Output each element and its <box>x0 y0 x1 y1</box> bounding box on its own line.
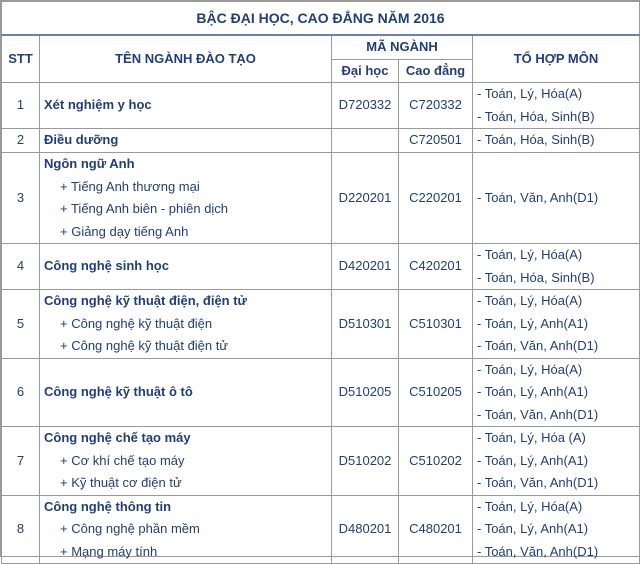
subject-combination: - Toán, Lý, Hóa(A) <box>477 247 583 262</box>
specialization-item: + Công nghệ kỹ thuật điện tử <box>60 338 229 353</box>
header-code: MÃ NGÀNH <box>332 35 473 59</box>
row-stt: 5 <box>2 290 40 359</box>
subject-combination: - Toán, Văn, Anh(D1) <box>477 406 599 422</box>
header-stt: STT <box>2 35 40 83</box>
subject-combination: - Toán, Lý, Hóa(A) <box>477 86 583 101</box>
table-row <box>2 427 640 496</box>
table-row <box>2 129 640 153</box>
subject-combination: - Toán, Lý, Anh(A1) <box>477 315 589 331</box>
subject-combination: - Toán, Hóa, Sinh(B) <box>477 108 595 124</box>
subject-combination: - Toán, Văn, Anh(D1) <box>477 475 599 490</box>
table-row <box>2 290 640 359</box>
row-stt: 3 <box>2 153 40 244</box>
row-major-cell <box>40 495 332 564</box>
specialization-item: + Giảng dạy tiếng Anh <box>60 223 189 239</box>
subject-combination: - Toán, Văn, Anh(D1) <box>477 338 599 353</box>
specialization-item: + Tiếng Anh biên - phiên dịch <box>60 201 229 216</box>
row-stt: 6 <box>2 358 40 427</box>
subject-combination: - Toán, Lý, Anh(A1) <box>477 521 589 536</box>
specialization-item: + Kỹ thuật cơ điện tử <box>60 475 182 490</box>
table-row <box>2 495 640 564</box>
header-code-college: Cao đẳng <box>399 59 473 83</box>
college-code: C480201 <box>399 495 473 564</box>
header-combination: TỔ HỢP MÔN <box>473 35 640 83</box>
university-code <box>332 129 399 153</box>
admissions-table <box>1 1 640 564</box>
college-code: C510202 <box>399 427 473 496</box>
university-code: D510202 <box>332 427 399 496</box>
table-row <box>2 244 640 290</box>
college-code: C510301 <box>399 290 473 359</box>
university-code: D220201 <box>332 153 399 244</box>
college-code: C720501 <box>399 129 473 153</box>
subject-combination: - Toán, Lý, Hóa(A) <box>477 498 583 514</box>
header-code-university: Đại học <box>332 59 399 83</box>
subject-combination: - Toán, Lý, Anh(A1) <box>477 452 589 468</box>
specialization-item: + Tiếng Anh thương mại <box>60 178 200 194</box>
university-code: D480201 <box>332 495 399 564</box>
major-name: Công nghệ chế tạo máy <box>44 430 191 445</box>
combination-cell <box>473 244 640 290</box>
row-major-cell <box>40 427 332 496</box>
major-name: Xét nghiệm y học <box>44 97 152 113</box>
subject-combination: - Toán, Lý, Hóa(A) <box>477 293 583 308</box>
row-stt: 8 <box>2 495 40 564</box>
row-major-cell <box>40 358 332 427</box>
major-name: Điều dưỡng <box>44 132 119 148</box>
college-code: C510205 <box>399 358 473 427</box>
subject-combination: - Toán, Lý, Hóa(A) <box>477 361 583 377</box>
specialization-item: + Công nghệ phần mềm <box>60 521 200 536</box>
subject-combination: - Toán, Văn, Anh(D1) <box>477 543 599 559</box>
combination-cell <box>473 427 640 496</box>
row-major-cell <box>40 244 332 290</box>
row-stt: 2 <box>2 129 40 153</box>
major-name: Công nghệ thông tin <box>44 498 172 514</box>
table-body <box>2 83 640 564</box>
subject-combination: - Toán, Hóa, Sinh(B) <box>477 132 595 148</box>
major-name: Công nghệ sinh học <box>44 258 169 274</box>
university-code: D510205 <box>332 358 399 427</box>
specialization-item: + Cơ khí chế tạo máy <box>60 452 185 468</box>
major-name: Ngôn ngữ Anh <box>44 156 135 171</box>
row-major-cell <box>40 83 332 129</box>
subject-combination: - Toán, Lý, Hóa (A) <box>477 430 586 445</box>
specialization-item: + Công nghệ kỹ thuật điện <box>60 315 213 331</box>
combination-cell <box>473 290 640 359</box>
specialization-item: + Mạng máy tính <box>60 543 158 559</box>
subject-combination: - Toán, Văn, Anh(D1) <box>477 189 599 205</box>
combination-cell <box>473 129 640 153</box>
row-stt: 7 <box>2 427 40 496</box>
subject-combination: - Toán, Hóa, Sinh(B) <box>477 269 595 285</box>
table-row <box>2 153 640 244</box>
college-code: C720332 <box>399 83 473 129</box>
major-name: Công nghệ kỹ thuật điện, điện tử <box>44 293 247 308</box>
university-code: D420201 <box>332 244 399 290</box>
header-major: TÊN NGÀNH ĐÀO TẠO <box>40 35 332 83</box>
table-title: BẬC ĐẠI HỌC, CAO ĐẲNG NĂM 2016 <box>2 2 640 36</box>
college-code: C220201 <box>399 153 473 244</box>
row-stt: 1 <box>2 83 40 129</box>
row-stt: 4 <box>2 244 40 290</box>
combination-cell <box>473 153 640 244</box>
subject-combination: - Toán, Lý, Anh(A1) <box>477 384 589 399</box>
university-code: D720332 <box>332 83 399 129</box>
university-code: D510301 <box>332 290 399 359</box>
combination-cell <box>473 83 640 129</box>
row-major-cell <box>40 153 332 244</box>
table-row <box>2 358 640 427</box>
combination-cell <box>473 358 640 427</box>
combination-cell <box>473 495 640 564</box>
table-row <box>2 83 640 129</box>
row-major-cell <box>40 129 332 153</box>
row-major-cell <box>40 290 332 359</box>
college-code: C420201 <box>399 244 473 290</box>
major-name: Công nghệ kỹ thuật ô tô <box>44 384 193 399</box>
